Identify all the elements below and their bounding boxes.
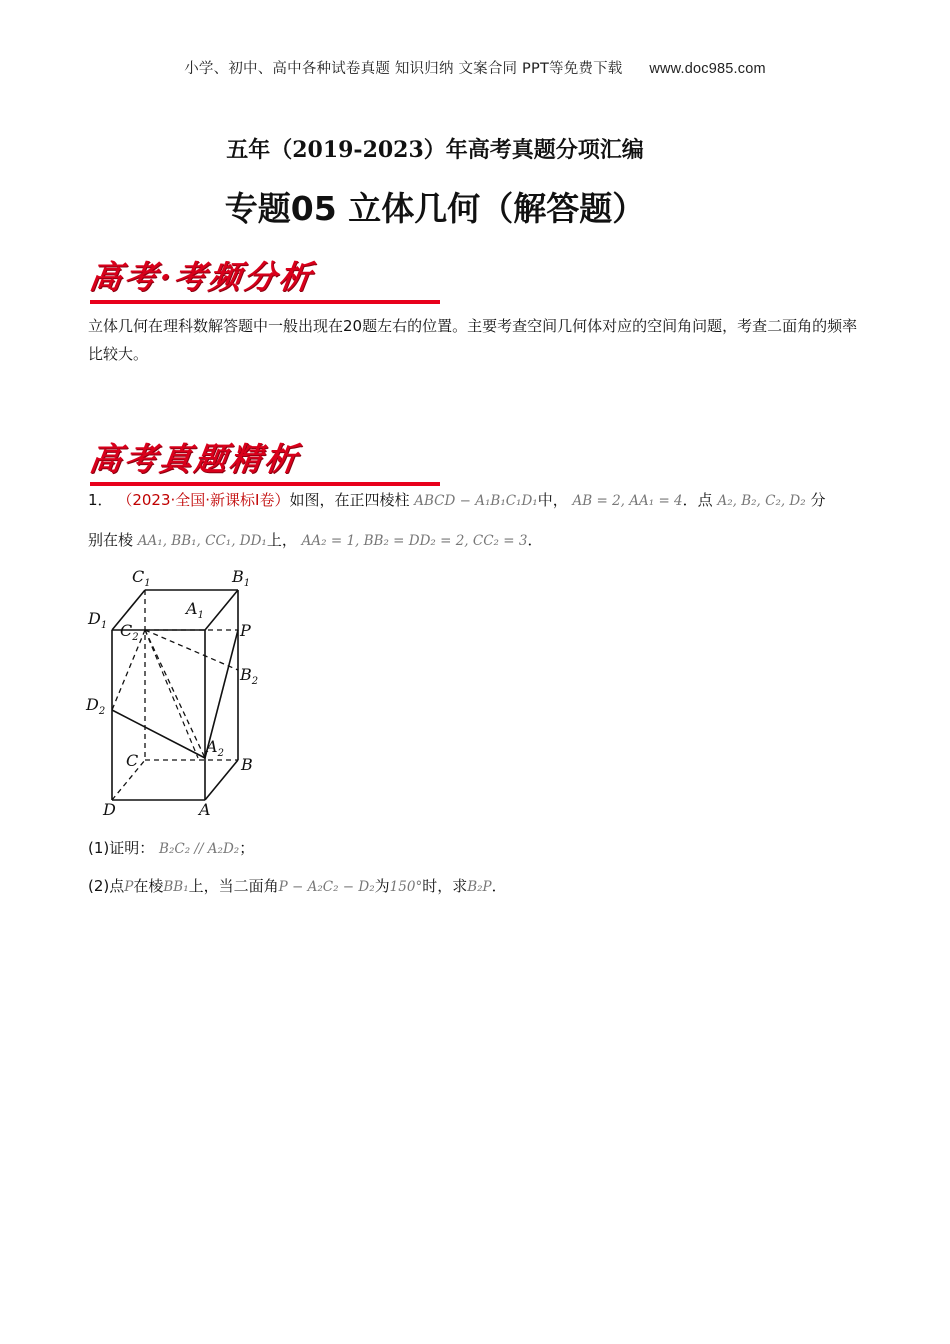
problem-number: 1． [88,491,113,509]
label-d2: $D_2$ [86,695,106,717]
problem-source: （2023·全国·新课标Ⅰ卷） [117,491,290,509]
label-c2: $C_2$ [120,621,139,643]
label-b: B [241,755,253,774]
problem-intro: 如图，在正四棱柱 [289,491,410,509]
prism-name: ABCD − A₁B₁C₁D₁ [414,493,538,509]
hidden-c2-d2 [112,630,145,710]
label-a2: $A_2$ [206,737,224,759]
label-d: D [103,800,116,819]
header-text: 小学、初中、高中各种试卷真题 知识归纳 文案合同 PPT等免费下载 [184,61,623,77]
q1-end: ； [239,839,255,857]
analysis-banner [87,252,440,304]
exam-banner [87,434,440,486]
edge-a1-b1 [205,590,238,630]
problem-line2-start: 别在棱 [88,531,134,549]
site-header [0,57,950,78]
question-1 [88,834,868,863]
label-c1: $C_1$ [132,567,151,589]
q2-angle: P − A₂C₂ − D₂ [278,879,375,895]
problem-mid4: 上， [266,531,297,549]
label-b2: $B_2$ [240,665,259,687]
q2-mid2: 上，当二面角 [188,877,279,895]
label-a: A [199,800,211,819]
analysis-banner-bar [90,300,440,304]
edges-list: AA₁, BB₁, CC₁, DD₁ [137,533,267,549]
label-b1: $B_1$ [232,567,251,589]
q1-label: (1)证明： [88,839,155,857]
q2-mid1: 在棱 [133,877,164,895]
q2-target: B₂P [467,879,492,895]
problem-line-1 [88,486,868,515]
q2-label: (2)点 [88,877,125,895]
label-d1: $D_1$ [88,609,108,631]
exam-banner-text: 高考真题精析 [87,440,303,478]
page-title: 专题05 立体几何（解答题） [224,189,646,228]
q2-end: ． [491,877,507,895]
header-url[interactable]: www.doc985.com [649,61,766,77]
q2-mid3: 为 [374,877,390,895]
page-subtitle: 五年（2019-2023）年高考真题分项汇编 [226,137,644,163]
problem-line-2 [88,526,868,555]
q2-edge: BB₁ [163,879,189,895]
q2-degree: 150° [389,879,423,895]
condition-1: AB = 2, AA₁ = 4 [572,493,683,509]
q1-math: B₂C₂ // A₂D₂ [159,841,240,857]
edge-a-b [205,760,238,800]
problem-end: ． [527,531,543,549]
question-2 [88,872,868,901]
points-list: A₂, B₂, C₂, D₂ [717,493,806,509]
q2-point: P [124,879,134,895]
prism-figure [80,560,280,825]
condition-2: AA₂ = 1, BB₂ = DD₂ = 2, CC₂ = 3 [301,533,528,549]
hidden-c2-a2 [145,630,205,758]
analysis-banner-text: 高考·考频分析 [87,258,317,296]
label-p: P [240,621,251,640]
label-a1: $A_1$ [186,599,204,621]
problem-mid3: 分 [810,491,826,509]
analysis-text: 立体几何在理科数解答题中一般出现在20题左右的位置。主要考查空间几何体对应的空间角问题，考查二面角的频率比较大。 [88,317,858,363]
problem-mid2: ．点 [682,491,713,509]
q2-mid4: 时，求 [422,877,468,895]
label-c: C [126,751,139,770]
problem-mid1: 中， [537,491,568,509]
